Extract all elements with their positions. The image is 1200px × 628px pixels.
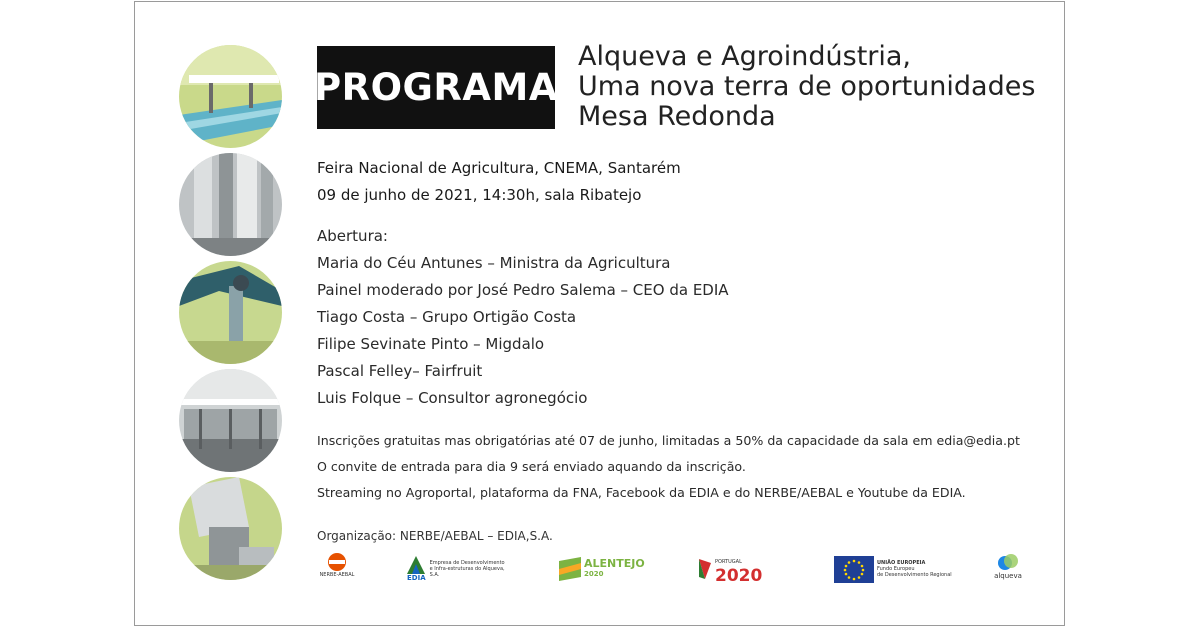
organization-line: Organização: NERBE/AEBAL – EDIA,S.A.: [317, 529, 553, 543]
list-item: Pascal Felley– Fairfruit: [317, 362, 483, 380]
edia-name: EDIA: [407, 574, 426, 582]
edia-emblem-icon: [407, 556, 425, 574]
portugal-year: 2020: [715, 566, 763, 586]
note-invite: O convite de entrada para dia 9 será enviado aquando da inscrição.: [317, 459, 746, 474]
note-registration: Inscrições gratuitas mas obrigatórias até 07 de junho, limitadas a 50% da capacidade da sala em edia@edia.pt: [317, 433, 1020, 448]
event-title: [578, 42, 1035, 132]
photo-conveyor: [179, 45, 282, 148]
portugal-emblem-icon: [697, 557, 713, 581]
speaker-list: [317, 223, 729, 412]
photo-factory: [179, 369, 282, 472]
registration-notes: [317, 428, 1020, 506]
list-item: Luis Folque – Consultor agronegócio: [317, 389, 588, 407]
programa-badge: PROGRAMA: [317, 46, 555, 129]
edia-desc-2: e Infra-estruturas do Alqueva, S.A.: [429, 566, 505, 578]
title-line-1: Alqueva e Agroindústria,: [578, 41, 912, 72]
title-line-3: Mesa Redonda: [578, 101, 776, 132]
photo-machine: [179, 261, 282, 364]
photo-tanks: [179, 153, 282, 256]
portugal-word: PORTUGAL: [715, 559, 742, 565]
list-item: Tiago Costa – Grupo Ortigão Costa: [317, 308, 577, 326]
alqueva-drops-icon: [996, 552, 1020, 572]
event-venue: Feira Nacional de Agricultura, CNEMA, Santarém: [317, 159, 681, 177]
list-item: Maria do Céu Antunes – Ministra da Agricultura: [317, 254, 671, 272]
list-item: Filipe Sevinate Pinto – Migdalo: [317, 335, 545, 353]
list-item: Painel moderado por José Pedro Salema – CEO da EDIA: [317, 281, 729, 299]
note-streaming: Streaming no Agroportal, plataforma da FNA, Facebook da EDIA e do NERBE/AEBAL e Youtube da EDIA.: [317, 485, 966, 500]
photo-equipment: [179, 477, 282, 580]
alentejo-name: ALENTEJO: [584, 557, 645, 570]
alqueva-logo: [991, 552, 1025, 586]
nerbe-label: NERBE-AEBAL: [319, 572, 355, 578]
nerbe-emblem-icon: [326, 552, 348, 572]
event-details: [317, 155, 681, 209]
event-datetime: 09 de junho de 2021, 14:30h, sala Ribatejo: [317, 186, 642, 204]
alentejo-2020-logo: [559, 552, 645, 586]
title-line-2: Uma nova terra de oportunidades: [578, 71, 1036, 102]
photo-column: [179, 45, 284, 585]
alqueva-label: alqueva: [994, 572, 1022, 580]
portugal-2020-logo: [697, 552, 762, 586]
eu-flag-icon: [834, 556, 874, 583]
nerbe-logo: [317, 552, 357, 586]
eu-feder-logo: [834, 552, 952, 586]
edia-desc-1: Empresa de Desenvolvimento: [429, 560, 505, 566]
eu-desc-2: de Desenvolvimento Regional: [877, 572, 952, 578]
edia-logo: [407, 552, 507, 586]
sponsor-logos: [315, 552, 1025, 586]
list-item: Abertura:: [317, 227, 388, 245]
eu-title: UNIÃO EUROPEIA: [877, 560, 926, 566]
alentejo-year: 2020: [584, 570, 604, 578]
eu-desc-1: Fundo Europeu: [877, 566, 915, 572]
alentejo-emblem-icon: [559, 557, 581, 581]
